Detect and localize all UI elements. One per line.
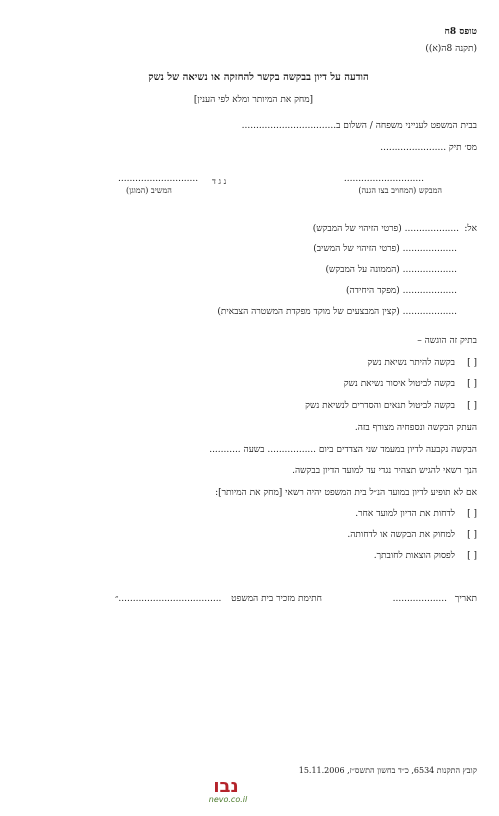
to-line: ................... (פרטי הזיהוי של המבקש) <box>312 224 459 234</box>
regulation-ref: (תקנה 8ה(א)) <box>425 44 477 54</box>
checkbox-bracket[interactable]: [ ] <box>467 509 477 519</box>
signature-field[interactable]: ....................................״ <box>115 594 222 604</box>
copy-line: העתק הבקשה ונספחיה מצורף בזה. <box>354 423 477 433</box>
to-line: ................... (הממונה על המבקש) <box>325 265 457 275</box>
absence-option-label: למחוק את הבקשה או לדחותה. <box>347 530 455 540</box>
applicant-label: המבקש (המחויב בצו הגנה) <box>358 186 442 195</box>
respondent-dots: ............................ <box>118 174 199 184</box>
checkbox-bracket[interactable]: [ ] <box>467 401 477 411</box>
request-option-label: בקשה להיתר נשיאת נשק <box>367 358 455 368</box>
to-line: ................... (קצין המבצעים של מוקד מפקדת המשטרה הצבאית) <box>217 307 457 317</box>
checkbox-bracket[interactable]: [ ] <box>467 358 477 368</box>
to-line: ................... (מפקד היחידה) <box>345 286 457 296</box>
footer-citation: קובץ התקנות 6534, כ״ד בחשון התשס״ז, 15.11.2006 <box>298 766 477 775</box>
date-label: תאריך <box>454 594 477 604</box>
submitted-heading: בתיק זה הוגשה – <box>417 336 477 346</box>
nevo-logo <box>196 775 256 805</box>
form-number: טופס 8ח <box>444 27 477 37</box>
logo-subtext: nevo.co.il <box>208 795 248 804</box>
respondent-label: המשיב (המוגן) <box>126 186 172 195</box>
date-field[interactable]: ................... <box>392 594 447 604</box>
checkbox-bracket[interactable]: [ ] <box>467 551 477 561</box>
request-option-label: בקשה לביטול איסור נשיאת נשק <box>343 379 455 389</box>
applicant-dots: ............................ <box>343 174 424 184</box>
notice-line: הנך רשאי להגיש תצהיר נגדי עד למועד הדיון בבקשה. <box>292 466 477 476</box>
to-line: ................... (פרטי הזיהוי של המשיב) <box>313 244 457 254</box>
checkbox-bracket[interactable]: [ ] <box>467 379 477 389</box>
hearing-line: הבקשה נקבעה לדיון במעמד שני הצדדים ביום ................. בשעה ........... <box>209 445 477 455</box>
versus-label: נ ג ד <box>212 177 227 186</box>
signature-label: חתימת מזכיר בית המשפט <box>231 594 322 604</box>
instruction-note: [מחק את המיותר ומלא לפי הענין] <box>193 95 314 105</box>
absence-option-label: לפסוק הוצאות לחובתך. <box>373 551 455 561</box>
absence-option-label: לדחות את הדיון למועד אחר. <box>355 509 455 519</box>
to-label: אל: <box>464 224 477 234</box>
checkbox-bracket[interactable]: [ ] <box>467 530 477 540</box>
page-title: הודעה על דיון בבקשה בקשר להחזקה או נשיאה של נשק <box>148 72 369 83</box>
nevo-logo-mark <box>196 775 256 805</box>
request-option-label: בקשה לביטול תנאים והסדרים לנשיאת נשק <box>305 401 455 411</box>
court-line: בבית המשפט לענייני משפחה / השלום ב................................. <box>241 121 477 131</box>
logo-text: נבו <box>213 776 239 797</box>
absence-line: אם לא תופיע לדיון במועד הנ״ל בית המשפט יהיה רשאי [מחק את המיותר]: <box>215 488 477 498</box>
file-number: מס׳ תיק ....................... <box>380 143 477 153</box>
